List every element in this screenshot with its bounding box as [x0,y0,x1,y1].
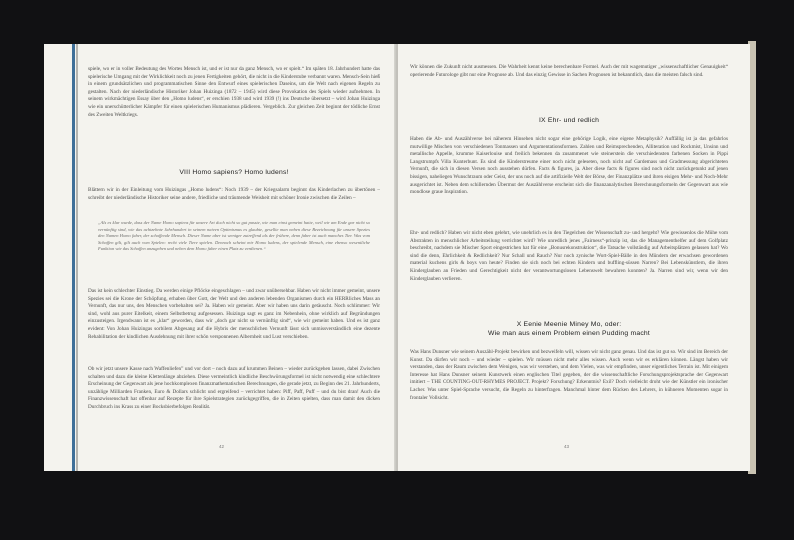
left-page [44,44,396,471]
gray-spine-stripe [76,44,78,471]
right-page [398,44,750,471]
right-paragraph-middle-2 [410,230,728,283]
huizinga-quote [98,220,370,253]
page-number-right: 43 [564,444,570,449]
blue-spine-stripe [72,44,75,471]
section-heading-x [410,320,728,338]
right-paragraph-top [410,64,728,79]
left-paragraph-bottom-2 [88,366,380,412]
paragraph: Blättern wir in der Einleitung vom Huizingas „Homo ludens“: Noch 1939 – der Kriegsalarm beginnt das Kinderlachen zu übertönen – schreibt der niederländische Historiker seine andere, friedliche und träumende Weisheit mit schöner Ironie zwischen die Zeilen – [88,187,380,201]
paragraph: Das ist kein schlechter Einstieg. Da werden einige Pflöcke eingeschlagen – und zwar unübersehbar. Haben wir nicht immer gemeint, unsere Spezies sei die Krone der Schöpfung, erhaben über Gott, der Welt und den anderen lebenden Organismen durch ein HERRliches Mass an Vernunft, das nur uns, den Menschen vorbehalten sei? Ja. Haben wir gemeint. Aber wir haben uns darin getäuscht. Noch schlimmer: Wir sind, wohl aus purer Eitelkeit, einem Selbstbetrug aufgesessen. Huizinga sagt es ganz im Nebenhein, ohne wirklich auf Begründungen einzusteigen. Irgendwann ist es „klar“ geworden, dass wir „doch gar nicht so vernünftig sind“, wie wir gemeint haben. Und es ist ganz evident: Von Johan Huizingas sorbilem Abgesang auf die Hybris der menschlichen Vernunft lässt sich unmissverständlich eine dezente Rehabilitation der kindlichen Ausdehnung mit ihrer schön versponnenen Albernheit und Lust verschieben. [88,288,380,340]
section-heading-ix: IX Ehr- und redlich [538,117,600,124]
section-heading-viii: VIII Homo sapiens? Homo ludens! [179,169,289,176]
paragraph: spiele, wo er in voller Bedeutung des Wortes Mensch ist, und er ist nur da ganz Mensch, wo er spielt.“ Im späten 18. Jahrhundert hatte das spielerische Umgang mit der Wirklichkeit noch zu jenen Fertigkeiten gehört, die nicht in die Kinderstube verbannt waren. Mensch-Sein hieß in einem grundsätzlichen und programmatischen Sinne den Entwurf eines spielerischen Daseins, um die Welt nach eigenen Regeln zu gestalten. Nach der niederländische Historiker Johan Huizinga (1872 – 1945) wird diese Provokation des Spiels wieder aufnehmen. In seinem wirkmächtigen Essay über den „Homo ludens“, er erschien 1938 und wird 1939 (!) ins Deutsche übersetzt – wird Johan Huizinga wie ein unerschütterlicher Kämpfer für einen spielerischen Humanismus plädieren. Vergeblich. Zur gleichen Zeit beginnt der tödliche Ernst des Zweiten Weltkriegs. [88,66,380,118]
left-paragraph-middle [88,187,380,202]
paragraph: Ehr- und redlich? Haben wir nicht eben gelehrt, wie unehrlich es in den Tiegelchen der Wissenschaft zu- und hergeht? Wie gewissenlos die Mühe vom Abstrakten in menschlicher Arbeitsteilung verrichtet wird? Wie unredlich jenes „Fairness“-prinzip ist, das die Managementhelfer auf dem Golfplatz beschreibt, nachdem sie Mischer Sport eingestrichen hat für eine „Bonusrekonstruktion“, die Tatsache vollständig auf Arbeitsplätzen gelassen hat? Wo sind die denn, Ehrlichkeit & Redlichkeit? Nur Schall und Rauch? Nur noch zynische Wort-Spiel-Bälle in den Mündern der erwachsen gewordenen material kuchens girls & boys von heute? Finden sie sich noch bei echten Kindern und buffling-süssen Narren? Bei Lebenskünstlern, die ihren Kinderglauben an Frieden und Gerechtigkeit nicht der verantwortungslosen Lebenswelt bewahren konnten? Ja. Narren sind wir, wenn wir den Kinderglauben verlieren. [410,230,728,282]
quote-text: „Als es klar wurde, dass der Name Homo sapiens für unsere Art doch nicht so gut passte, wie man einst gemeint hatte, weil wir am Ende gar nicht so vernünftig sind, wie das achtzehnte Jahrhundert in seinem naiven Optimismus es glaubte, gesellte man neben diese Bezeichnung für unsere Spezies den Namen Homo faber, der schaffende Mensch. Dieser Name aber ist weniger zutreffend als der frühere, denn faber ist auch manches Tier. Was vom Schaffen gilt, gilt auch vom Spielen: recht viele Tiere spielen. Dennoch scheint mir Homo ludens, der spielende Mensch, eine ebenso wesentliche Funktion wie das Schaffen anzugeben und neben dem Homo faber einen Platz zu verdienen.“ [98,220,370,252]
right-paragraph-bottom [410,349,728,402]
right-paragraph-middle-1 [410,136,728,197]
paragraph: Wir können die Zukunft nicht ausmessen. Die Wahrheit kennt keine berechenbare Formel. Auch der mit wagemutiger „wissenschaftlicher Genauigkeit“ operierende Futurologe gibt nur eine Prognose ab. Und das einzig Gewisse in Sachen Prognosen ist bekanntlich, dass die meisten falsch sind. [410,64,728,78]
paragraph: Haben die Ab- und Auszählverse bei näherem Hinsehen nicht sogar eine gehörige Logik, eine eigene Metaphysik? Auffällig ist ja das gefahrlos mutwillige Mischen von verschiedenen Tonmassen und Argumentationsformen. Zahlen und Reimsprechenden, Alliteration und Rockmist, Unsinn und metallische Appelle, krumme Kaiserlouise und freilich bekennen da zusammenet wie steinerstein die verschiedensten farbenen Socken in Pippi Langstrumpfs Villa Kunterbunt. Es sind die Kinderstreume einer noch nicht geleseten, noch nicht auf Gardemass und Gradmessung abgerichteten Vernunft, die sich in diesen Versen noch ausstehen dürfen. Facts & figures, ja. Aber diese facts & figures sind noch nicht zurückgetunkt auf jenen bissigen, naheliegen Wunschtraum oder Geist, der uns noch auf die artifizielle Welt der Börse, der Finanzplätze und ihren eisigen Mehr- und Noch-Mehr ausgerichtet ist. Neben dem schillernden Übermut der Auszählverse erscheint sich die finanzanalytischen Berechnungsformeln der Gegenwart aus wie mondlose graue Inspiration. [410,136,728,196]
book-spread [44,44,750,471]
left-paragraph-bottom-1 [88,288,380,341]
left-paragraph-top [88,66,380,119]
heading-line-2: Wie man aus einem Problem einen Pudding macht [487,330,650,337]
page-number-left: 42 [219,444,225,449]
heading-line-1: X Eenie Meenie Miney Mo, oder: [516,321,622,328]
paragraph: Was Hans Dunsner wie seinem Auszähl-Projekt bewirken und bezweifeln will, wissen wir nicht ganz genau. Und das ist gut so. Wir sind im Bereich der Kunst. Da dürfen wir noch – und wieder – spielen. Wir müssen nicht mehr alles wissen. Auch wenn wir es erklären können. Längst haben wir verstanden, dass der Raum zwischen dem Wenigen, was wir verstehen, und dem Vielen, was wir empfinden, unser eigentliches Terrain ist. Mit einigem Interesse hat Hans Dunsner seinem Kunstwerk einen englischen Titel gegeben, der die wissenschaftliche Forschungsprojektsprache der Gegenwart imitiert – THE COUNTING-OUT-RHYMES PROJECT. Projekt? Forschung? Erkenntnis? Exil? Doch vielleicht droht wie der Künstler ein ironischer Lacher. Was unter Spiel-Sprache versucht, die Regeln zu hinterfragen. Manchmal hinter dem Rücken des Lehrers, in kühneren Momenten sogar in frontaler Vollsicht. [410,349,728,401]
paragraph: Ob wir jetzt unsere Kasse nach Waffenliefen” und vor dort – noch dazu auf krummen Beinen – wieder zurückgehen lassen, dabei Zwischen schalten und dazu die kleine Klettenlänge abziehen. Diese vermeintlich kindliche Beschwörungsformel ist nicht notwendig eine schlechtere Erscheinung der Gegenwart als jene hochkomplexen finanzmathematischen Berechnungen, die gerade jetzt, zu Beginn des 21. Jahrhunderts, unzählige Milliarden Franken, Euro & Dollars schlicht und ergreifend – verrichtet haben: Piff, Paff, Puff – und du bist dran! Auch die Finanzwissenschaft hat offenbar auf Rezepte für ihre Spielstrategien zurückgegriffen, die in Zeiten spielten, dass man damit den dicken Durchbruch ins Krass zu einer Bocksbierbefolgen Realität. [88,366,380,410]
